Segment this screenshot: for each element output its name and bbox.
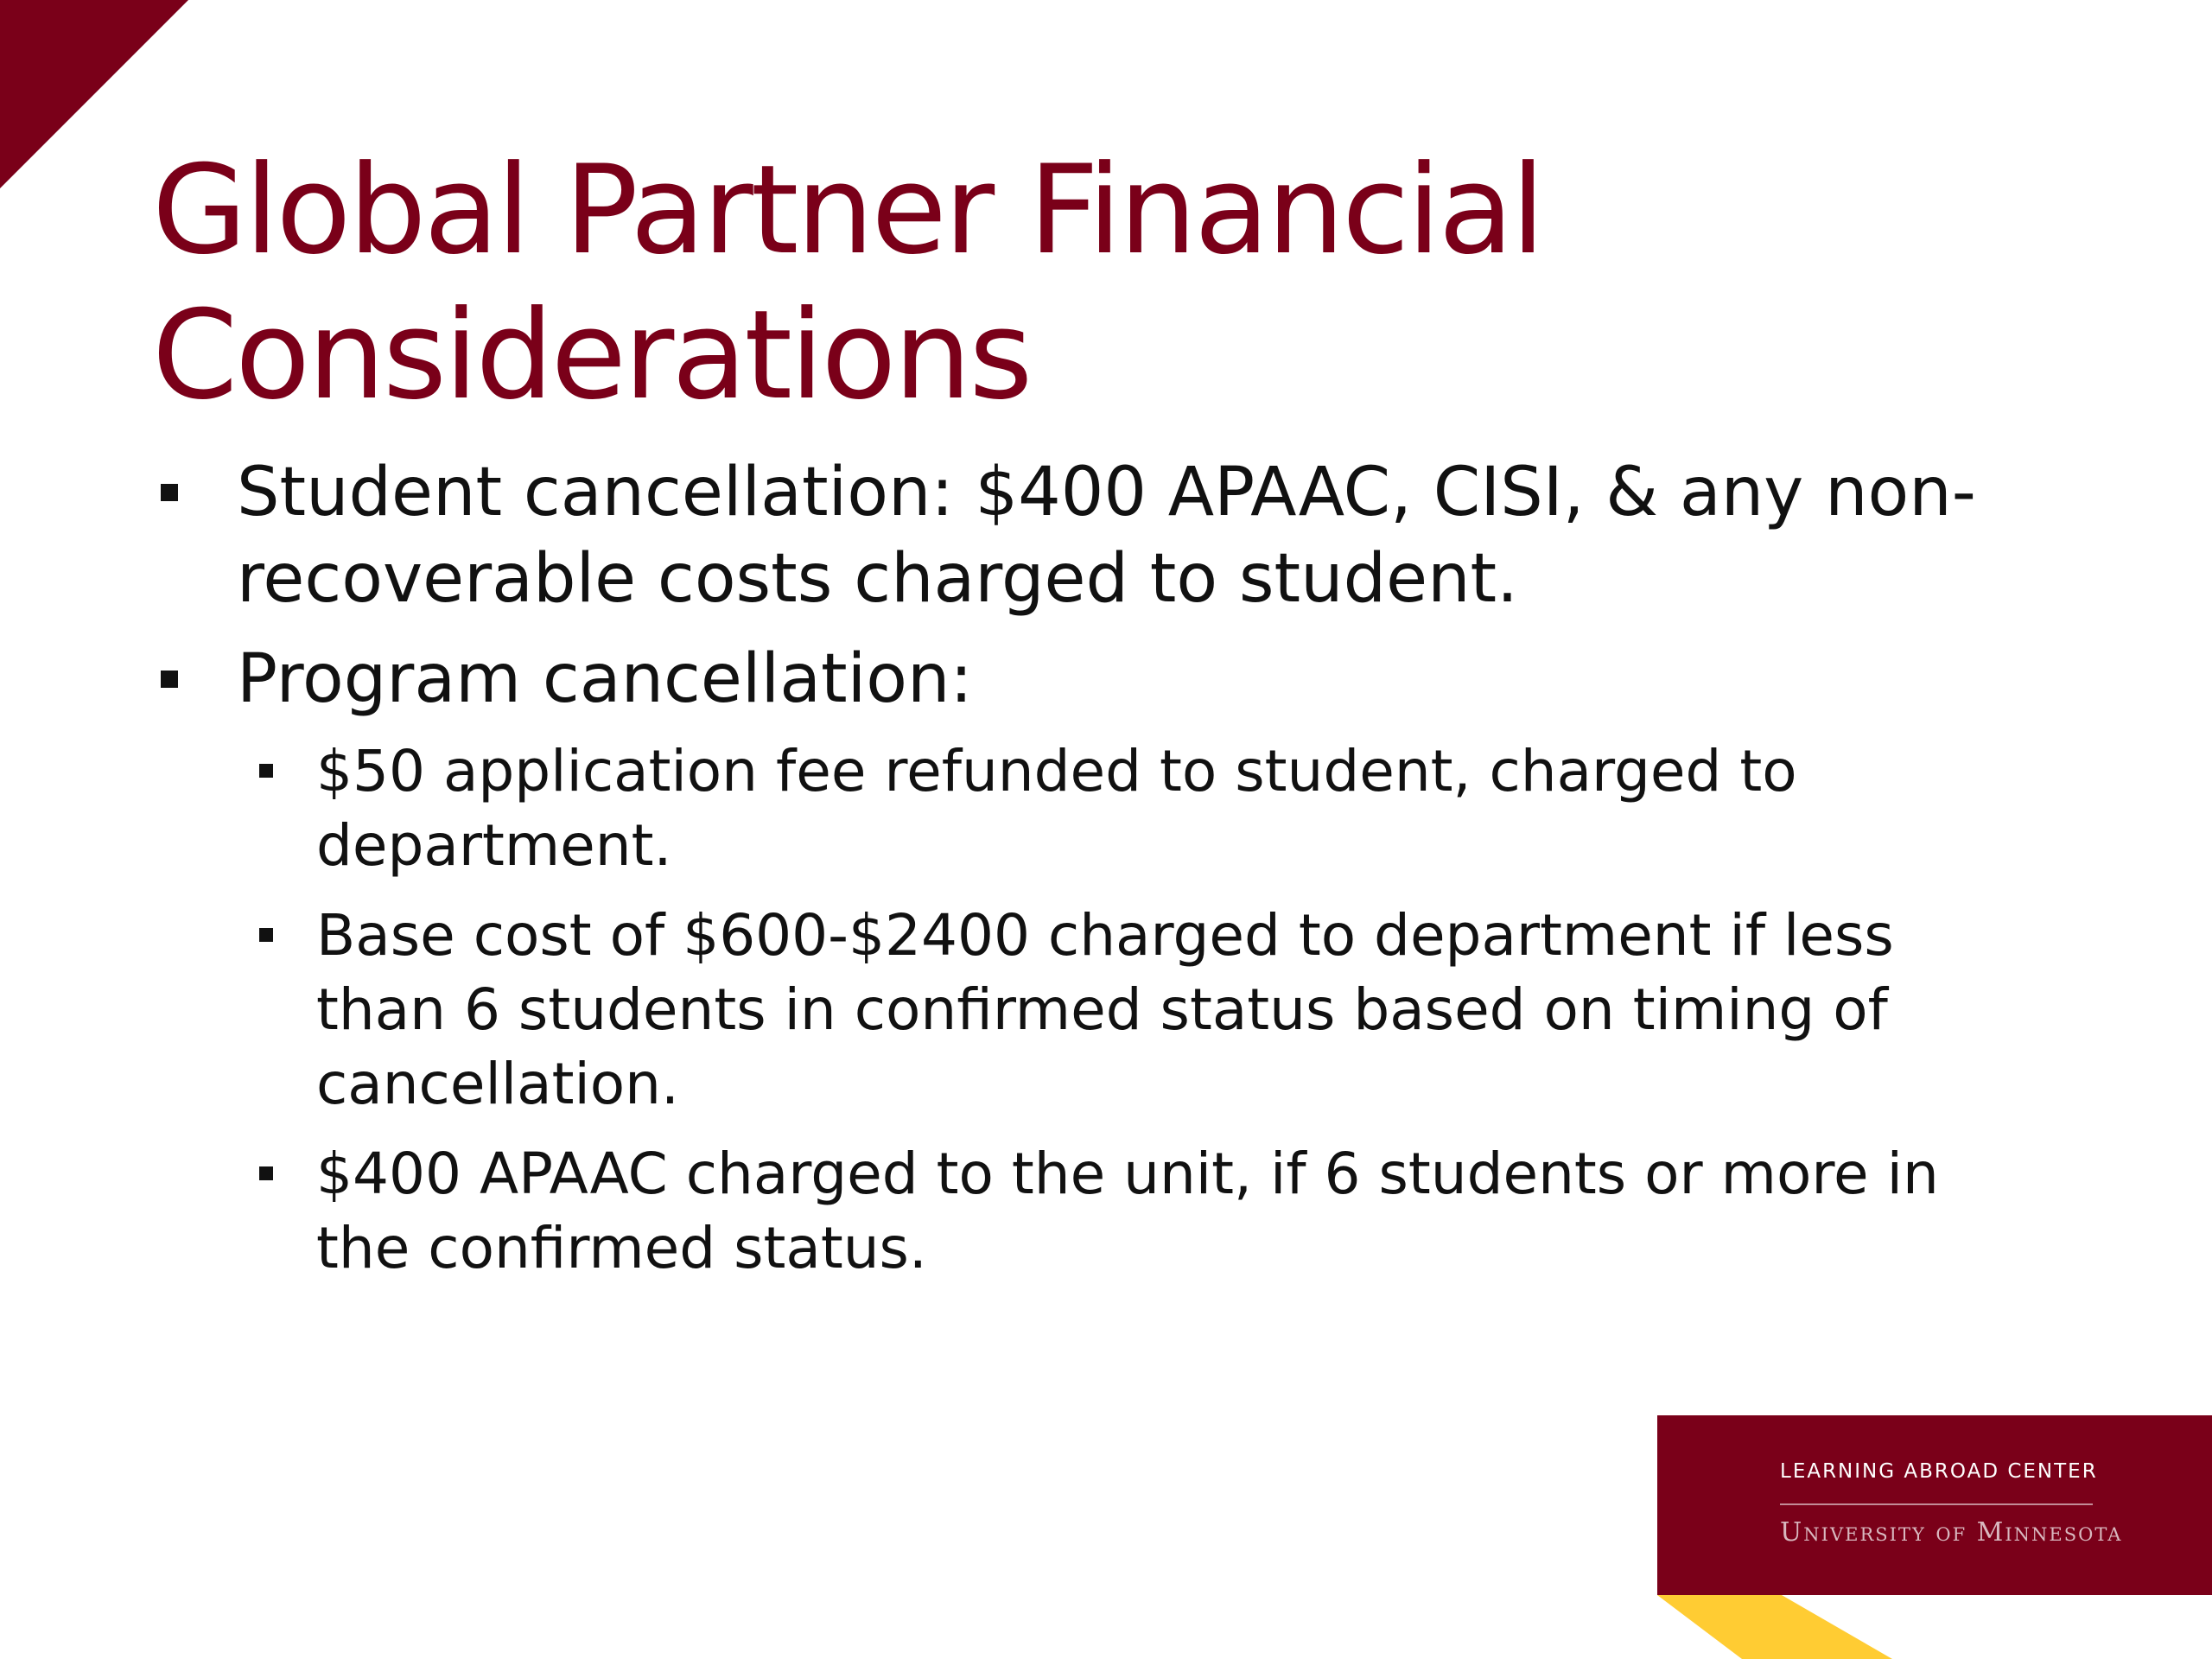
sub-bullet-base-cost (152, 899, 2010, 1122)
square-bullet-icon (259, 764, 273, 778)
logo-text-university: University of Minnesota (1780, 1517, 2123, 1548)
sub-bullet-text: Base cost of $600-$2400 charged to department if less than 6 students in confirmed status based on timing of cancellation. (316, 902, 1894, 1117)
logo-divider (1780, 1503, 2093, 1505)
bullet-text: Program cancellation: (237, 640, 973, 718)
bullet-program-cancellation (152, 636, 2010, 1286)
title-line-2: Considerations (152, 284, 1031, 427)
sub-bullet-text: $50 application fee refunded to student, charged to department. (316, 738, 1797, 879)
gold-accent-stripe (1657, 1595, 2212, 1659)
square-bullet-icon (161, 671, 178, 688)
sub-bullet-text: $400 APAAC charged to the unit, if 6 students or more in the confirmed status. (316, 1141, 1939, 1281)
title-line-1: Global Partner Financial (152, 139, 1543, 282)
logo-text-learning-abroad-center: LEARNING ABROAD CENTER (1780, 1460, 2098, 1483)
square-bullet-icon (259, 1166, 273, 1180)
bullet-text: Student cancellation: $400 APAAC, CISI, & any non-recoverable costs charged to student. (237, 454, 1976, 618)
bullet-list (152, 449, 2010, 1301)
sub-bullet-application-fee (152, 734, 2010, 883)
slide-title (152, 138, 1794, 429)
bullet-student-cancellation (152, 449, 2010, 622)
square-bullet-icon (161, 484, 178, 501)
sub-bullet-list (152, 734, 2010, 1286)
sub-bullet-apaac-unit (152, 1137, 2010, 1286)
square-bullet-icon (259, 928, 273, 942)
learning-abroad-center-logo (1657, 1415, 2212, 1595)
